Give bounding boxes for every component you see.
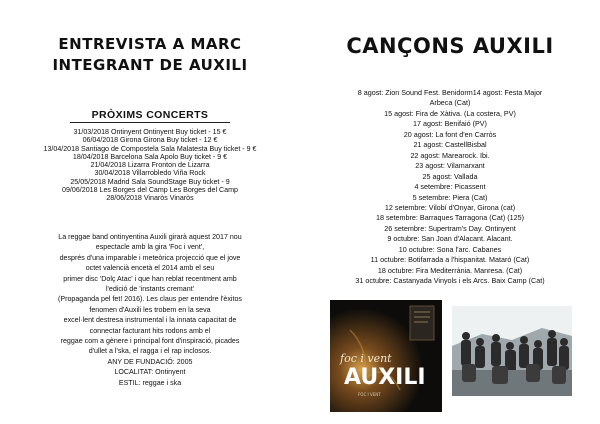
concert-item: 06/04/2018 Girona Girona Buy ticket - 12 € bbox=[82, 136, 218, 145]
bio-line: excel·lent destresa instrumental i la innata capacitat de bbox=[63, 316, 237, 325]
bio-line: ESTIL: reggae i ska bbox=[118, 378, 182, 387]
bio-line: després d'una imparable i meteòrica projecció que el jove bbox=[59, 253, 241, 262]
interview-title-line1: ENTREVISTA A MARC bbox=[58, 35, 242, 53]
bio-line: LOCALITAT: Ontinyent bbox=[114, 368, 186, 377]
bio-line: La reggae band ontinyentina Auxili girarà aquest 2017 nou bbox=[58, 233, 242, 241]
concert-item: 18/04/2018 Barcelona Sala Apolo Buy ticket - 9 € bbox=[72, 152, 228, 161]
song-date-item: 12 setembre: Vilobí d'Onyar, Girona (cat) bbox=[384, 202, 516, 212]
concert-item: 31/03/2018 Ontinyent Ontinyent Buy ticket - 15 € bbox=[73, 128, 227, 136]
bio-line: d'ullet a l'ska, el ragga i el rap inclosos. bbox=[88, 347, 212, 356]
concert-item: 21/04/2018 Lizarra Fronton de Lizarra bbox=[90, 161, 210, 170]
concerts-list bbox=[0, 128, 300, 203]
bio-line: fenomen d'Auxili les trobem en la seva bbox=[89, 305, 211, 314]
song-date-item: 25 agost: Vallada bbox=[422, 171, 478, 181]
song-date-item: Arbeca (Cat) bbox=[429, 98, 471, 108]
songs-title: CANÇONS AUXILI bbox=[346, 34, 554, 58]
concert-item: 25/05/2018 Madrid Sala SoundStage Buy ticket - 9 bbox=[70, 177, 230, 186]
bio-line: primer disc 'Dolç Atac' i que han reblat recentment amb bbox=[63, 274, 237, 283]
song-date-item: 17 agost: Benifaió (PV) bbox=[413, 119, 487, 129]
album-cover-small-title: foc i vent bbox=[340, 352, 392, 365]
song-date-item: 26 setembre: Supertram's Day. Ontinyent bbox=[384, 223, 516, 233]
songs-list bbox=[300, 88, 600, 287]
song-date-item: 8 agost: Zion Sound Fest. Benidorm14 agost: Festa Major bbox=[357, 88, 543, 97]
album-cover-caption: FOC I VENT bbox=[358, 392, 381, 397]
song-date-item: 23 agost: Vilamarxant bbox=[415, 161, 485, 171]
song-date-item: 10 octubre: Sona l'arc. Cabanes bbox=[398, 244, 502, 254]
song-date-item: 4 setembre: Picassent bbox=[414, 182, 486, 192]
bio-line: octet valencià encetà el 2014 amb el seu bbox=[85, 264, 215, 273]
bio-line: ANY DE FUNDACIÓ: 2005 bbox=[107, 357, 193, 366]
band-bio bbox=[15, 232, 285, 388]
bio-line: espectacle amb la gira 'Foc i vent', bbox=[95, 243, 205, 252]
concert-item: 09/06/2018 Les Borges del Camp Les Borges del Camp bbox=[62, 186, 238, 195]
song-date-item: 21 agost: CastellBisbal bbox=[413, 140, 487, 150]
bio-line: (Propaganda pel fet! 2016). Les claus per entendre l'èxitos bbox=[58, 295, 242, 304]
bio-line: l'edició de 'instants cremant' bbox=[105, 285, 195, 294]
interview-title-line2: INTEGRANT DE AUXILI bbox=[52, 56, 248, 74]
band-photo-image bbox=[452, 306, 572, 396]
song-date-item: 20 agost: La font d'en Carròs bbox=[403, 129, 497, 139]
concert-item: 30/04/2018 Villarrobledo Viña Rock bbox=[94, 169, 206, 178]
concerts-heading: PRÒXIMS CONCERTS bbox=[91, 109, 209, 121]
song-date-item: 31 octubre: Castanyada Vinyols i els Arcs. Baix Camp (Cat) bbox=[355, 276, 545, 286]
song-date-item: 22 agost: Marearock. Ibi. bbox=[410, 150, 490, 160]
album-cover-band: AUXILI bbox=[344, 365, 426, 390]
song-date-item: 15 agost: Fira de Xàtiva. (La costera, PV) bbox=[384, 108, 516, 118]
song-date-item: 18 setembre: Barraques Tarragona (Cat) (125) bbox=[375, 213, 525, 223]
song-date-item: 5 setembre: Piera (Cat) bbox=[412, 192, 488, 202]
concert-item: 13/04/2018 Santiago de Compostela Sala Malatesta Buy ticket - 9 € bbox=[43, 144, 257, 153]
song-date-item: 9 octubre: San Joan d'Alacant. Alacant. bbox=[387, 234, 513, 244]
bio-line: connectar facturant hits rodons amb el bbox=[89, 326, 211, 335]
song-date-item: 11 octubre: Botifarrada a l'hispanitat. Mataró (Cat) bbox=[370, 255, 530, 265]
concerts-heading-underline bbox=[70, 122, 230, 123]
song-date-item: 18 octubre: Fira Mediterrània. Manresa. (Cat) bbox=[377, 265, 523, 275]
album-cover-image bbox=[330, 300, 442, 412]
concert-item: 28/06/2018 Vinaròs Vinaròs bbox=[106, 194, 194, 203]
bio-line: reggae com a gènere i principal font d'inspiració, picades bbox=[60, 337, 240, 346]
